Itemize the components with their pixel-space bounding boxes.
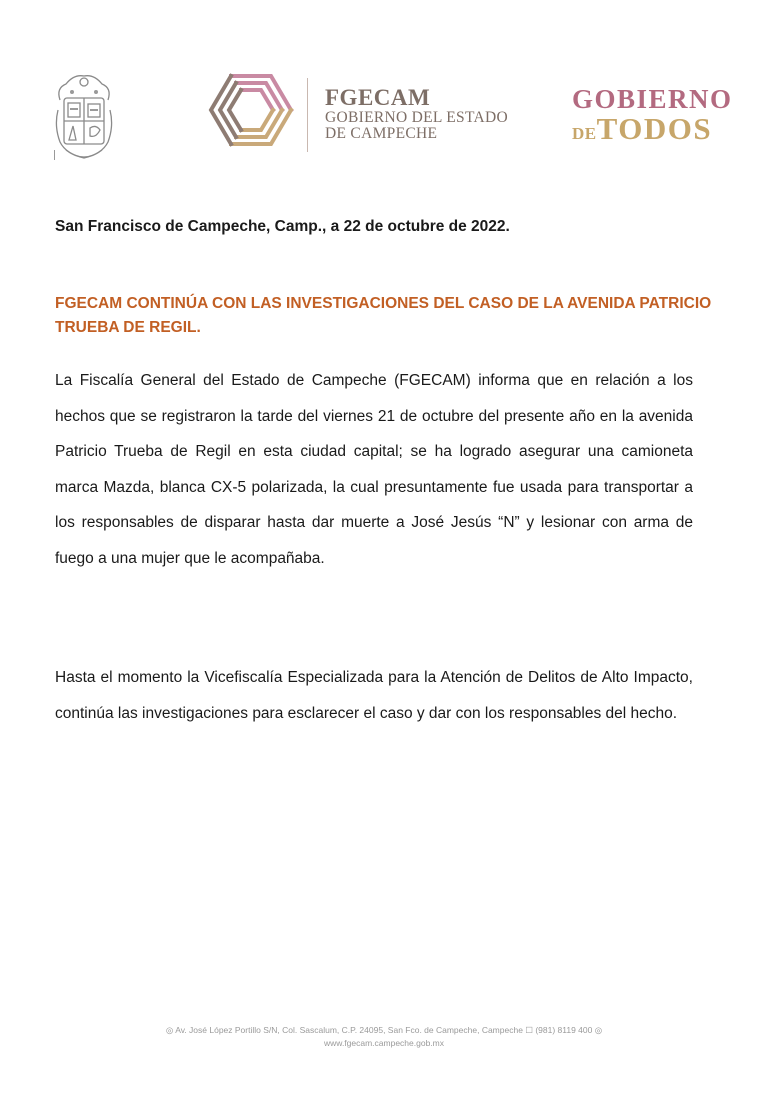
fgecam-subtitle-line2: DE CAMPECHE — [325, 125, 438, 142]
headline: FGECAM CONTINÚA CON LAS INVESTIGACIONES DEL CASO DE LA AVENIDA PATRICIO TRUEBA DE REGIL. — [55, 295, 712, 336]
footer — [0, 1024, 768, 1050]
date-line: San Francisco de Campeche, Camp., a 22 de octubre de 2022. — [55, 218, 510, 235]
phone-icon: ☐ — [525, 1025, 533, 1035]
logo-divider — [307, 78, 308, 152]
fgecam-hexagon-logo-icon — [205, 70, 297, 150]
info-icon: ◎ — [594, 1025, 603, 1035]
de-word: DE — [572, 124, 597, 143]
fgecam-wordmark — [325, 86, 508, 142]
location-icon: ◎ — [165, 1025, 174, 1035]
footer-website: www.fgecam.campeche.gob.mx — [324, 1038, 444, 1048]
letterhead — [0, 62, 768, 182]
gobierno-word: GOBIERNO — [572, 84, 733, 114]
footer-address: Av. José López Portillo S/N, Col. Sascalum, C.P. 24095, San Fco. de Campeche, Campeche — [175, 1025, 523, 1035]
todos-word: TODOS — [596, 111, 713, 146]
campeche-coat-of-arms-icon — [52, 70, 116, 164]
footer-phone: (981) 8119 400 — [535, 1025, 593, 1035]
gobierno-de-todos-logo — [572, 84, 733, 150]
fgecam-name: FGECAM — [325, 85, 431, 110]
body-paragraph-1: La Fiscalía General del Estado de Campeche (FGECAM) informa que en relación a los hechos que se registraron la tarde del viernes 21 de octubre del presente año en la avenida Patricio Trueba de Regil en esta ciudad capital; se ha logrado asegurar una camioneta marca Mazda, blanca CX-5 polarizada, la cual presuntamente fue usada para transportar a los responsables de disparar hasta dar muerte a José Jesús “N” y lesionar con arma de fuego a una mujer que le acompañaba. — [55, 372, 693, 567]
seal-mark — [54, 150, 55, 160]
body-paragraph-2: Hasta el momento la Vicefiscalía Especializada para la Atención de Delitos de Alto Impacto, continúa las investigaciones para esclarecer el caso y dar con los responsables del hecho. — [55, 669, 693, 722]
fgecam-subtitle-line1: GOBIERNO DEL ESTADO — [325, 109, 508, 126]
footer-address-line — [0, 1024, 768, 1037]
